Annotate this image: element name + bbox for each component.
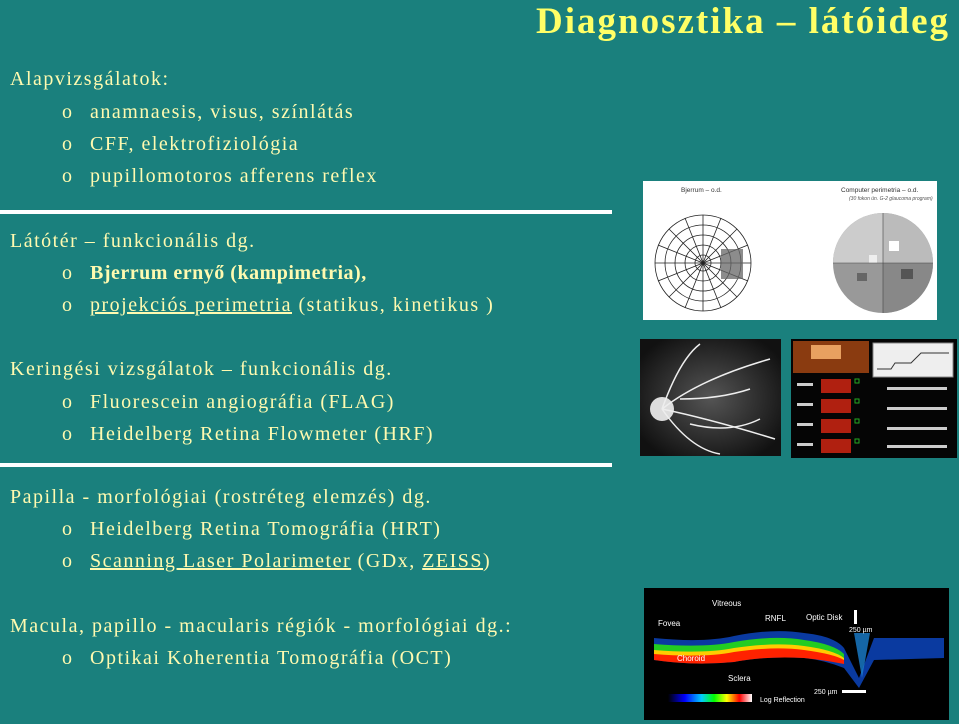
blind-spot-area [721,249,743,279]
bullet-icon: o [62,391,74,413]
visual-field-heading: Látótér – funkcionális dg. [10,230,256,252]
basic-exams-heading: Alapvizsgálatok: [10,68,170,90]
horizontal-scale-bar [842,690,866,693]
oct-label: Fovea [658,619,681,628]
log-reflection-colorbar [668,694,752,702]
section-divider [0,463,612,467]
list-item: o Scanning Laser Polarimeter (GDx, ZEISS) [62,550,492,572]
list-item: o CFF, elektrofiziológia [62,133,300,155]
vertical-scale-bar [854,610,857,624]
oct-label: 250 µm [849,627,873,634]
bullet-icon: o [62,550,74,572]
flowmeter-image [791,339,957,458]
papilla-heading: Papilla - morfológiai (rostréteg elemzés) dg. [10,486,432,508]
list-item: o Fluorescein angiográfia (FLAG) [62,391,395,413]
list-item: o Optikai Koherentia Tomográfia (OCT) [62,647,453,669]
bullet-icon: o [62,133,74,155]
list-item: o pupillomotoros afferens reflex [62,165,378,187]
macula-heading: Macula, papillo - macularis régiók - morfológiai dg.: [10,615,513,637]
oct-image [644,588,949,720]
page-title: Diagnosztika – látóideg [536,1,950,42]
oct-label: RNFL [765,614,786,623]
computer-perimetry-label: Computer perimetria – o.d. [841,187,919,194]
list-item: o projekciós perimetria (statikus, kinetikus ) [62,294,495,316]
bullet-icon: o [62,423,74,445]
circulation-heading: Keringési vizsgálatok – funkcionális dg. [10,358,393,380]
list-item: o Heidelberg Retina Tomográfia (HRT) [62,518,442,540]
bullet-icon: o [62,647,74,669]
oct-label: Log Reflection [760,697,805,704]
computer-perimetry-sublabel: (30 fokon ún. G-2 glaucoma program) [849,196,933,202]
oct-label: Choroid [677,654,706,663]
bullet-icon: o [62,294,74,316]
computer-perimetry-chart [833,213,933,313]
bjerrum-label: Bjerrum – o.d. [681,187,722,194]
bullet-icon: o [62,101,74,123]
oct-label: Sclera [728,674,751,683]
list-item: o Heidelberg Retina Flowmeter (HRF) [62,423,435,445]
perimetry-image [643,181,937,320]
fluorescein-angiography-image [640,339,781,456]
oct-label: Optic Disk [806,613,843,622]
section-divider [0,210,612,214]
list-item: o Bjerrum ernyő (kampimetria), [62,262,367,284]
bullet-icon: o [62,518,74,540]
oct-label: Vitreous [712,599,742,608]
list-item: o anamnaesis, visus, színlátás [62,101,355,123]
bullet-icon: o [62,165,74,187]
oct-label: 250 µm [814,689,838,696]
bullet-icon: o [62,262,74,284]
